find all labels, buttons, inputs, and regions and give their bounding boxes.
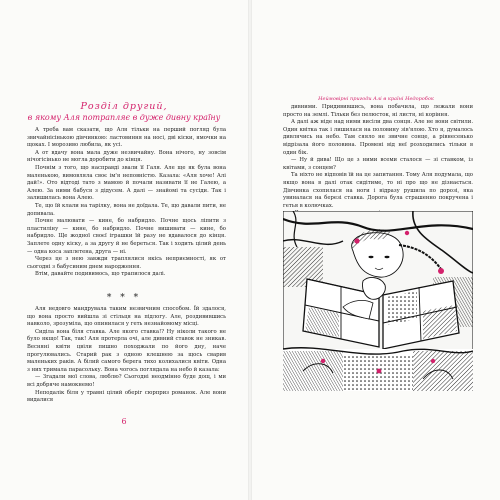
- left-page: [0, 0, 248, 500]
- paragraph: А от вдачу вона мала дуже незвичайну. Вона нічого, ну зовсім нічогісінько не могла доробити до кінця.: [27, 149, 226, 164]
- paragraph: — Ну й дива! Що це з ними всеми сталося — зі ставком, із квітами, з сонцем?: [283, 157, 473, 171]
- paragraph: дивними. Придивившись, вона побачила, що лежали вони просто на землі. Тільки без пелюсток, ні листя, ні коріння.: [283, 104, 473, 118]
- paragraph: Почнім з того, що насправді звали її Галя. Але ще як була вона маленькою, вимовляла своє ім'я неповністю. Казала: «Аля хоче! Алі дай!». Ото відтоді тато з мамою й почали називати її не Галею, а Алею. За ними бабуся з дідусем. А далі — знайомі та сусіди. Так і залишилась вона Алею.: [27, 164, 226, 202]
- paragraph: Аля недовго мандрувала таким незвичним способом. Їй здалося, що вона просто вийшла зі стільця на підлогу. Але, роздивившись навколо, зрозуміла, що опинилася у геть незнайомому місці.: [27, 306, 226, 328]
- right-page: [252, 0, 500, 500]
- section-separator: * * *: [106, 293, 142, 303]
- paragraph: Втім, давайте подивимось, що трапилося далі.: [35, 271, 166, 278]
- ink-illustration: [283, 211, 473, 391]
- chapter-text-block-1: [27, 127, 226, 279]
- ground-pattern: [283, 348, 473, 391]
- paragraph: Та ніхто не відповів їй на це запитання. Тому Аля подумала, що якщо вона в далі отак сидітиме, то ні про що не дізнається. Дівчинка схопилася на ноги і відразу рушила по дорозі, яка увиналася на березі ставка. Дорога була страшенно покручена і гетья в колючках.: [283, 172, 473, 209]
- paragraph: Почне малювати — кине, бо набридло. Почне щось ліпити з пластиліну — кине, бо набридло. Почне вишивати — кине, бо набридло. Ще жодної своєї іграшки їй разу не вдавалося до кінця. Заплете одну кіску, а за другу й не береться. Так і ходить цілий день — одна коса заплетена, друга — ні.: [27, 218, 226, 255]
- paragraph: Те, що їй клали на тарілку, вона не доїдала. Те, що давали пити, не допивала.: [27, 202, 226, 217]
- chapter-text-block-2: [27, 306, 226, 405]
- paragraph: Сиділа вона біля ставка. Але якого ставка!? Ну ніколи такого не було якщо! Так, так! Аля протерла очі, але дивний ставок не зникав. Весняні квіти цвіли пишно походжали по його дну, наче прогулювались. Старий рак з одною клешнею за щось сварив маленьких раків. А білий самого берега тихо колихалися квіти. Одна з них тримала парасольку. Вона чогось поглядала на небо й казала:: [27, 328, 226, 373]
- chapter-number: Розділ другий,: [80, 101, 168, 112]
- running-head: Неймовірні пригоди Алі в країні Недоробок: [318, 96, 434, 102]
- paragraph: — Згадали мої слова, люблю? Сьогодні неодмінно буде дощ, і ми всі добряче намокнемо!: [27, 374, 226, 388]
- paragraph: А далі аж ніде над ними висіли два сонця. Але не вони світили. Один квітка так і лишилася на половину зів'ялою. Хто я, думалось дивлячись на небо. Там сяяло не звичне сонце, а рівнесенько відрізала його половина. Промені від неї розходились тільки в один бік.: [283, 119, 473, 156]
- chapter-text-block-3: [283, 104, 473, 226]
- chapter-subtitle: в якому Аля потрапляє в дуже дивну країну: [27, 113, 221, 122]
- page-number: 6: [121, 417, 127, 426]
- paragraph: Неподалік біля у травні цілий оберіг сюрприз романок. Але вони видалися: [27, 389, 226, 404]
- paragraph: А треба вам сказати, що Аля тільки на перший погляд була звичайнісінькою дівчинкою: ластовиння на носі, дві кіски, ямочки на щоках. І морозиво любила, як усі.: [27, 127, 226, 149]
- paragraph: Через це з нею завжди траплялися якісь неприємності, як от сьогодні з бабусиним днем народження.: [27, 256, 226, 270]
